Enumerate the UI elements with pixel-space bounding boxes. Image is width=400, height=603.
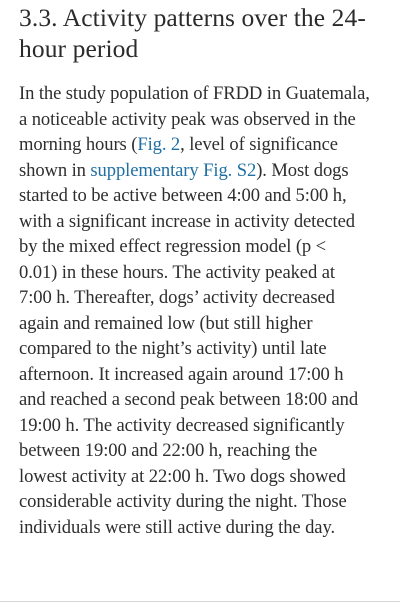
article-section bbox=[19, 0, 400, 540]
paragraph-line bbox=[19, 158, 400, 184]
paragraph-line: 7:00 h. Thereafter, dogs’ activity decreased bbox=[19, 287, 335, 308]
text-segment: ). Most dogs bbox=[256, 159, 349, 181]
text-segment: shown in bbox=[19, 159, 91, 181]
paragraph-line: again and remained low (but still higher bbox=[19, 312, 313, 334]
paragraph-line: with a significant increase in activity detected bbox=[19, 210, 355, 232]
bottom-divider bbox=[0, 601, 400, 602]
paragraph-line: In the study population of FRDD in Guatemala, bbox=[19, 83, 370, 104]
paragraph-line: afternoon. It increased again around 17:00 h bbox=[19, 363, 344, 385]
heading-line: 3.3. Activity patterns over the 24- bbox=[19, 3, 366, 32]
figure-2-link[interactable]: Fig. 2 bbox=[137, 134, 181, 155]
paragraph-line: lowest activity at 22:00 h. Two dogs showed bbox=[19, 465, 346, 487]
paragraph-line: 19:00 h. The activity decreased significantly bbox=[19, 414, 345, 436]
paragraph-line: between 19:00 and 22:00 h, reaching the bbox=[19, 440, 318, 461]
paragraph-line: a noticeable activity peak was observed in the bbox=[19, 108, 356, 130]
heading-line: hour period bbox=[19, 34, 139, 63]
paragraph-line bbox=[19, 132, 400, 158]
paragraph-line: and reached a second peak between 18:00 and bbox=[19, 389, 359, 410]
paragraph-line: by the mixed effect regression model (p < bbox=[19, 236, 327, 257]
section-heading bbox=[19, 0, 400, 64]
paragraph-line: started to be active between 4:00 and 5:00 h, bbox=[19, 185, 347, 206]
paragraph-line: 0.01) in these hours. The activity peaked at bbox=[19, 261, 335, 283]
paragraph-line: compared to the night’s activity) until late bbox=[19, 338, 327, 359]
paragraph-line: considerable activity during the night. Those bbox=[19, 491, 347, 512]
paragraph-line: individuals were still active during the day. bbox=[19, 516, 335, 538]
text-segment: morning hours ( bbox=[19, 134, 138, 155]
text-segment: , level of significance bbox=[180, 134, 338, 155]
supplementary-fig-s2-link[interactable]: supplementary Fig. S2 bbox=[90, 159, 257, 181]
section-paragraph bbox=[19, 81, 400, 540]
